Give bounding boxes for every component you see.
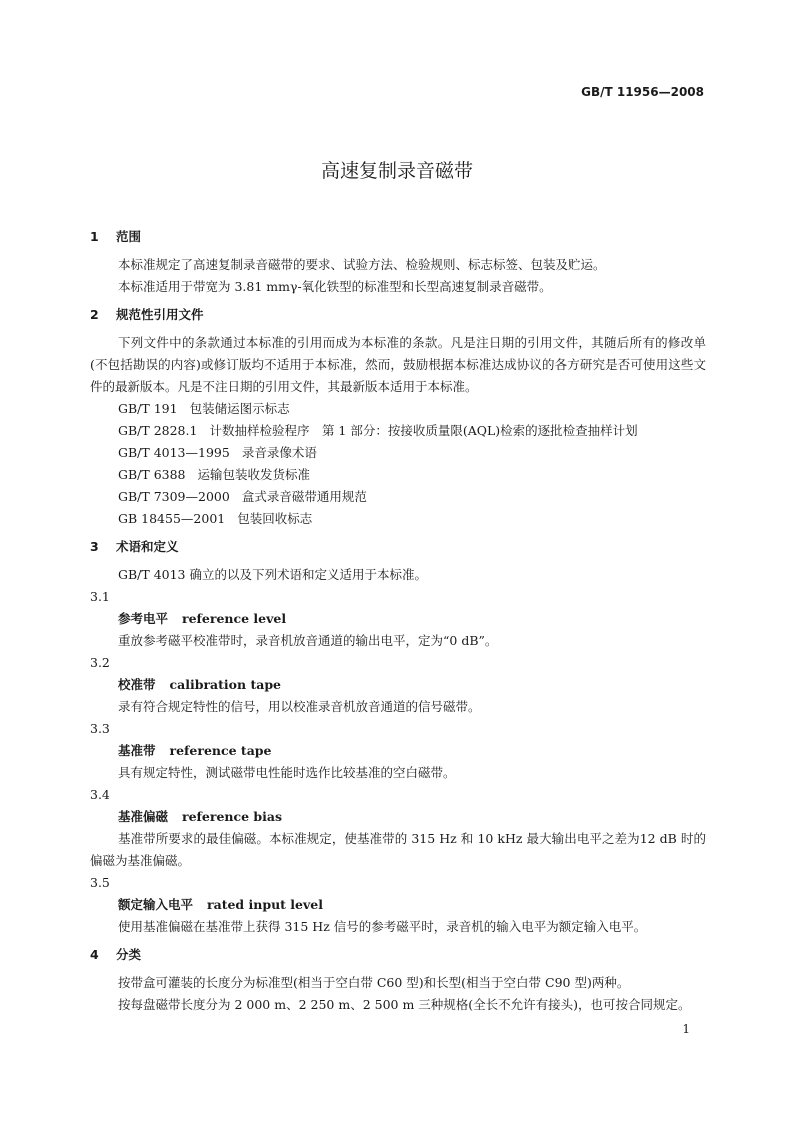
term-en: reference bias: [182, 809, 283, 824]
section-classification: [90, 944, 706, 1016]
standard-number: GB/T 11956—2008: [581, 85, 704, 99]
term-zh: 额定输入电平: [118, 897, 194, 912]
reference-name: 录音录像术语: [241, 445, 317, 460]
term-number: 3.4: [90, 787, 110, 802]
section-heading: [90, 226, 706, 248]
term-entry: [90, 652, 706, 718]
term-heading: [90, 740, 706, 762]
document-title: 高速复制录音磁带: [320, 160, 473, 182]
reference-name: 包装储运图示标志: [189, 401, 290, 416]
term-zh: 参考电平: [118, 611, 169, 626]
term-entry: [90, 784, 706, 872]
page-number: 1: [682, 1022, 690, 1036]
reference-code: GB/T 6388: [118, 467, 186, 482]
term-en: reference level: [182, 611, 287, 626]
term-definition: 重放参考磁平校准带时，录音机放音通道的输出电平，定为“0 dB”。: [118, 633, 498, 648]
paragraph: 本标准规定了高速复制录音磁带的要求、试验方法、检验规则、标志标签、包装及贮运。: [118, 257, 606, 272]
reference-name: 运输包装收发货标准: [197, 467, 311, 482]
section-normative-references: [90, 304, 706, 530]
reference-item: [90, 486, 706, 508]
section-title: 术语和定义: [116, 539, 179, 554]
section-number: 4: [90, 947, 99, 962]
term-number: 3.1: [90, 589, 110, 604]
term-en: reference tape: [169, 743, 272, 758]
paragraph: 下列文件中的条款通过本标准的引用而成为本标准的条款。凡是注日期的引用文件，其随后所有的修改单(不包括勘误的内容)或修订版均不适用于本标准，然而，鼓励根据本标准达成协议的各方研究是否可使用这些文件的最新版本。凡是不注日期的引用文件，其最新版本适用于本标准。: [90, 335, 706, 394]
reference-code: GB 18455—2001: [118, 511, 226, 526]
term-heading: [90, 608, 706, 630]
section-terms-definitions: [90, 536, 706, 938]
reference-code: GB/T 191: [118, 401, 178, 416]
term-definition: 使用基准偏磁在基准带上获得 315 Hz 信号的参考磁平时，录音机的输入电平为额定输入电平。: [118, 919, 647, 934]
term-definition: 具有规定特性，测试磁带电性能时选作比较基准的空白磁带。: [118, 765, 456, 780]
section-heading: [90, 536, 706, 558]
term-en: calibration tape: [169, 677, 282, 692]
term-definition: 录有符合规定特性的信号，用以校准录音机放音通道的信号磁带。: [118, 699, 481, 714]
reference-name: 包装回收标志: [237, 511, 313, 526]
reference-name: 盒式录音磁带通用规范: [241, 489, 367, 504]
section-title: 分类: [116, 947, 142, 962]
paragraph: 按带盒可灌装的长度分为标准型(相当于空白带 C60 型)和长型(相当于空白带 C90 型)两种。: [118, 975, 630, 990]
term-entry: [90, 872, 706, 938]
section-number: 1: [90, 229, 99, 244]
term-entry: [90, 718, 706, 784]
section-title: 范围: [116, 229, 142, 244]
paragraph: 本标准适用于带宽为 3.81 mmγ-氧化铁型的标准型和长型高速复制录音磁带。: [118, 279, 552, 294]
reference-code: GB/T 4013—1995: [118, 445, 230, 460]
reference-name: 计数抽样检验程序 第 1 部分：按接收质量限(AQL)检索的逐批检查抽样计划: [209, 423, 638, 438]
reference-item: [90, 464, 706, 486]
term-entry: [90, 586, 706, 652]
reference-item: [90, 420, 706, 442]
reference-item: [90, 442, 706, 464]
section-scope: [90, 226, 706, 298]
term-number: 3.2: [90, 655, 110, 670]
reference-item: [90, 508, 706, 530]
term-zh: 校准带: [118, 677, 156, 692]
term-heading: [90, 806, 706, 828]
document-body: [90, 220, 706, 1016]
paragraph: GB/T 4013 确立的以及下列术语和定义适用于本标准。: [118, 567, 427, 582]
term-number: 3.3: [90, 721, 110, 736]
term-definition: 基准带所要求的最佳偏磁。本标准规定，使基准带的 315 Hz 和 10 kHz 最大输出电平之差为12 dB 时的偏磁为基准偏磁。: [90, 831, 706, 868]
term-heading: [90, 674, 706, 696]
section-number: 3: [90, 539, 99, 554]
section-number: 2: [90, 307, 99, 322]
section-title: 规范性引用文件: [116, 307, 204, 322]
reference-code: GB/T 7309—2000: [118, 489, 230, 504]
reference-list: [90, 398, 706, 530]
section-heading: [90, 944, 706, 966]
section-heading: [90, 304, 706, 326]
term-zh: 基准偏磁: [118, 809, 169, 824]
term-en: rated input level: [207, 897, 323, 912]
term-zh: 基准带: [118, 743, 156, 758]
paragraph: 按每盘磁带长度分为 2 000 m、2 250 m、2 500 m 三种规格(全长不允许有接头)，也可按合同规定。: [118, 997, 691, 1012]
reference-code: GB/T 2828.1: [118, 423, 198, 438]
term-heading: [90, 894, 706, 916]
reference-item: [90, 398, 706, 420]
term-number: 3.5: [90, 875, 110, 890]
